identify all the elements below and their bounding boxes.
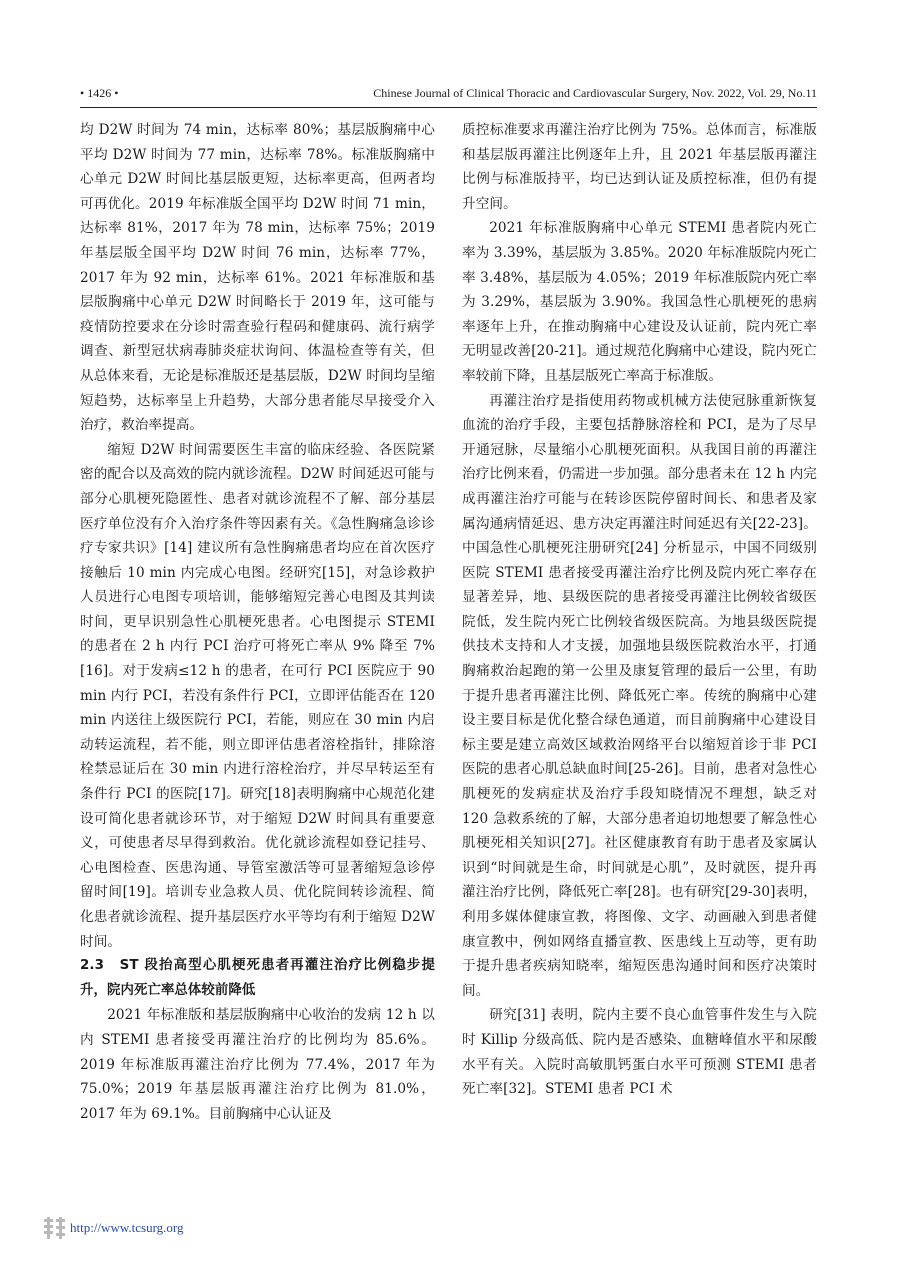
running-header — [80, 86, 817, 104]
journal-website-link[interactable]: http://www.tcsurg.org — [70, 1220, 184, 1235]
paragraph: 2021 年标准版胸痛中心单元 STEMI 患者院内死亡率为 3.39%，基层版为 3.85%。2020 年标准版院内死亡率 3.48%，基层版为 4.05%；2019 年标准版院内死亡率为 3.29%，基层版为 3.90%。我国急性心肌梗死的患病率逐年上升，在推动胸痛中心建设及认证前，院内死亡率无明显改善[20-21]。通过规范化胸痛中心建设，院内死亡率较前下降，且基层版死亡率高于标准版。 — [462, 220, 817, 384]
paragraph: 研究[31] 表明，院内主要不良心血管事件发生与入院时 Killip 分级高低、院内是否感染、血糖峰值水平和尿酸水平有关。入院时高敏肌钙蛋白水平可预测 STEMI 患者死亡率[32]。STEMI 患者 PCI 术 — [462, 1007, 817, 1098]
paragraph: 再灌注治疗是指使用药物或机械方法使冠脉重新恢复血流的治疗手段，主要包括静脉溶栓和 PCI，是为了尽早开通冠脉，尽量缩小心肌梗死面积。从我国目前的再灌注治疗比例来看，仍需进一步加强。部分患者未在 12 h 内完成再灌注治疗可能与在转诊医院停留时间长、和患者及家属沟通病情延迟、患方决定再灌注时间延迟有关[22-23]。中国急性心肌梗死注册研究[24] 分析显示，中国不同级别医院 STEMI 患者接受再灌注治疗比例及院内死亡率存在显著差异，地、县级医院的患者接受再灌注比例较省级医院低，发生院内死亡比例较省级医院高。为地县级医院提供技术支持和人才支援，加强地县级医院救治水平，打通胸痛救治起跑的第一公里及康复管理的最后一公里，有助于提升患者再灌注比例、降低死亡率。传统的胸痛中心建设主要目标是优化整合绿色通道，而目前胸痛中心建设目标主要是建立高效区域救治网络平台以缩短首诊于非 PCI 医院的患者心肌总缺血时间[25-26]。目前，患者对急性心肌梗死的发病症状及治疗手段知晓情况不理想，缺乏对 120 急救系统的了解，大部分患者迫切地想要了解急性心肌梗死相关知识[27]。社区健康教育有助于患者及家属认识到“时间就是生命，时间就是心肌”，及时就医，提升再灌注治疗比例，降低死亡率[28]。也有研究[29-30]表明，利用多媒体健康宣教，将图像、文字、动画融入到患者健康宣教中，例如网络直播宣教、医患线上互动等，更有助于提升患者疾病知晓率，缩短医患沟通时间和医疗决策时间。 — [462, 392, 817, 999]
paragraph: 质控标准要求再灌注治疗比例为 75%。总体而言，标准版和基层版再灌注比例逐年上升，且 2021 年基层版再灌注比例与标准版持平，均已达到认证及质控标准，但仍有提升空间。 — [462, 122, 817, 212]
paragraph: 2021 年标准版和基层版胸痛中心收治的发病 12 h 以内 STEMI 患者接受再灌注治疗的比例均为 85.6%。2019 年标准版再灌注治疗比例为 77.4%，2017 年为 75.0%；2019 年基层版再灌注治疗比例为 81.0%，2017 年为 69.1%。目前胸痛中心认证及 — [80, 1007, 435, 1122]
section-heading: 2.3 ST 段抬高型心肌梗死患者再灌注治疗比例稳步提升，院内死亡率总体较前降低 — [80, 958, 435, 998]
paragraph: 均 D2W 时间为 74 min，达标率 80%；基层版胸痛中心平均 D2W 时间为 77 min，达标率 78%。标准版胸痛中心单元 D2W 时间比基层版更短，达标率更高，但两者均可再优化。2019 年标准版全国平均 D2W 时间 71 min，达标率 81%，2017 年为 78 min，达标率 75%；2019 年基层版全国平均 D2W 时间 76 min，达标率 77%，2017 年为 92 min，达标率 61%。2021 年标准版和基层版胸痛中心单元 D2W 时间略长于 2019 年，这可能与疫情防控要求在分诊时需查验行程码和健康码、流行病学调查、新型冠状病毒肺炎症状询问、体温检查等有关，但从总体来看，无论是标准版还是基层版，D2W 时间均呈缩短趋势，达标率呈上升趋势，大部分患者能尽早接受介入治疗，救治率提高。 — [80, 122, 435, 434]
page-number: • 1426 • — [80, 86, 119, 100]
journal-logo-icon — [44, 1217, 66, 1239]
header-rule — [80, 107, 817, 108]
left-column — [80, 118, 435, 1126]
journal-citation: Chinese Journal of Clinical Thoracic and Cardiovascular Surgery, Nov. 2022, Vol. 29, No.11 — [373, 86, 817, 100]
paragraph: 缩短 D2W 时间需要医生丰富的临床经验、各医院紧密的配合以及高效的院内就诊流程。D2W 时间延迟可能与部分心肌梗死隐匿性、患者对就诊流程不了解、部分基层医疗单位没有介入治疗条件等因素有关。《急性胸痛急诊诊疗专家共识》[14] 建议所有急性胸痛患者均应在首次医疗接触后 10 min 内完成心电图。经研究[15]，对急诊救护人员进行心电图专项培训，能够缩短完善心电图及其判读时间，更早识别急性心肌梗死患者。心电图提示 STEMI 的患者在 2 h 内行 PCI 治疗可将死亡率从 9% 降至 7%[16]。对于发病≤12 h 的患者，在可行 PCI 医院应于 90 min 内行 PCI，若没有条件行 PCI，立即评估能否在 120 min 内送往上级医院行 PCI，若能，则应在 30 min 内启动转运流程，若不能，则立即评估患者溶栓指针，排除溶栓禁忌证后在 30 min 内进行溶栓治疗，并尽早转运至有条件行 PCI 的医院[17]。研究[18]表明胸痛中心规范化建设可简化患者就诊环节，对于缩短 D2W 时间具有重要意义，可使患者尽早得到救治。优化就诊流程如登记挂号、心电图检查、医患沟通、导管室激活等可显著缩短急诊停留时间[19]。培训专业急救人员、优化院间转诊流程、简化患者就诊流程、提升基层医疗水平等均有利于缩短 D2W 时间。 — [80, 441, 435, 950]
page-footer — [44, 1214, 184, 1242]
right-column — [462, 118, 817, 1102]
